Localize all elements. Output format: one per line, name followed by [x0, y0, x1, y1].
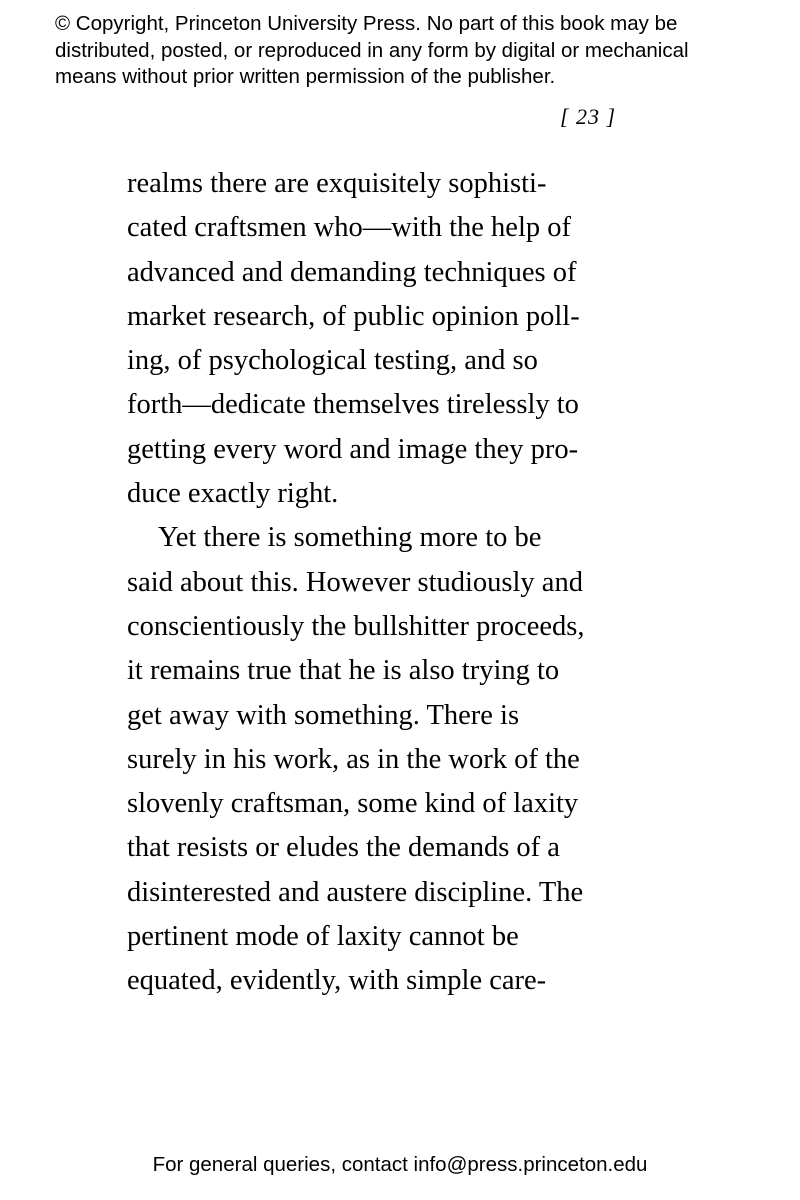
- text-line: pertinent mode of laxity cannot be: [127, 921, 519, 953]
- contact-email: info@press.princeton.edu: [413, 1153, 648, 1176]
- paragraph-1: [127, 162, 647, 516]
- footer-contact: [0, 1151, 800, 1179]
- text-line: duce exactly right.: [127, 478, 339, 510]
- copyright-line: distributed, posted, or reproduced in any form by digital or mechanical: [55, 38, 689, 62]
- text-line: ing, of psychological testing, and so: [127, 345, 538, 377]
- text-line: forth—dedicate themselves tirelessly to: [127, 389, 579, 421]
- text-line: getting every word and image they pro-: [127, 433, 579, 465]
- text-line: slovenly craftsman, some kind of laxity: [127, 788, 579, 820]
- text-line: advanced and demanding techniques of: [127, 256, 577, 288]
- footer-label: For general queries, contact: [152, 1153, 414, 1176]
- body-text: [127, 162, 647, 1004]
- text-line: said about this. However studiously and: [127, 566, 583, 598]
- copyright-line: means without prior written permission of the publisher.: [55, 65, 556, 88]
- text-line: cated craftsmen who—with the help of: [127, 212, 571, 244]
- copyright-line: © Copyright, Princeton University Press. No part of this book may be: [55, 12, 678, 35]
- text-line: equated, evidently, with simple care-: [127, 965, 547, 997]
- paragraph-2: [127, 516, 647, 1003]
- text-line: that resists or eludes the demands of a: [127, 832, 560, 864]
- text-line: disinterested and austere discipline. The: [127, 876, 584, 908]
- page-number: [ 23 ]: [560, 104, 617, 129]
- copyright-notice: [55, 11, 775, 91]
- text-line: Yet there is something more to be: [158, 522, 542, 554]
- text-line: surely in his work, as in the work of the: [127, 743, 580, 775]
- text-line: get away with something. There is: [127, 699, 520, 731]
- text-line: conscientiously the bullshitter proceeds,: [127, 610, 585, 642]
- text-line: realms there are exquisitely sophisti-: [127, 168, 547, 199]
- text-line: market research, of public opinion poll-: [127, 300, 580, 332]
- text-line: it remains true that he is also trying to: [127, 655, 560, 687]
